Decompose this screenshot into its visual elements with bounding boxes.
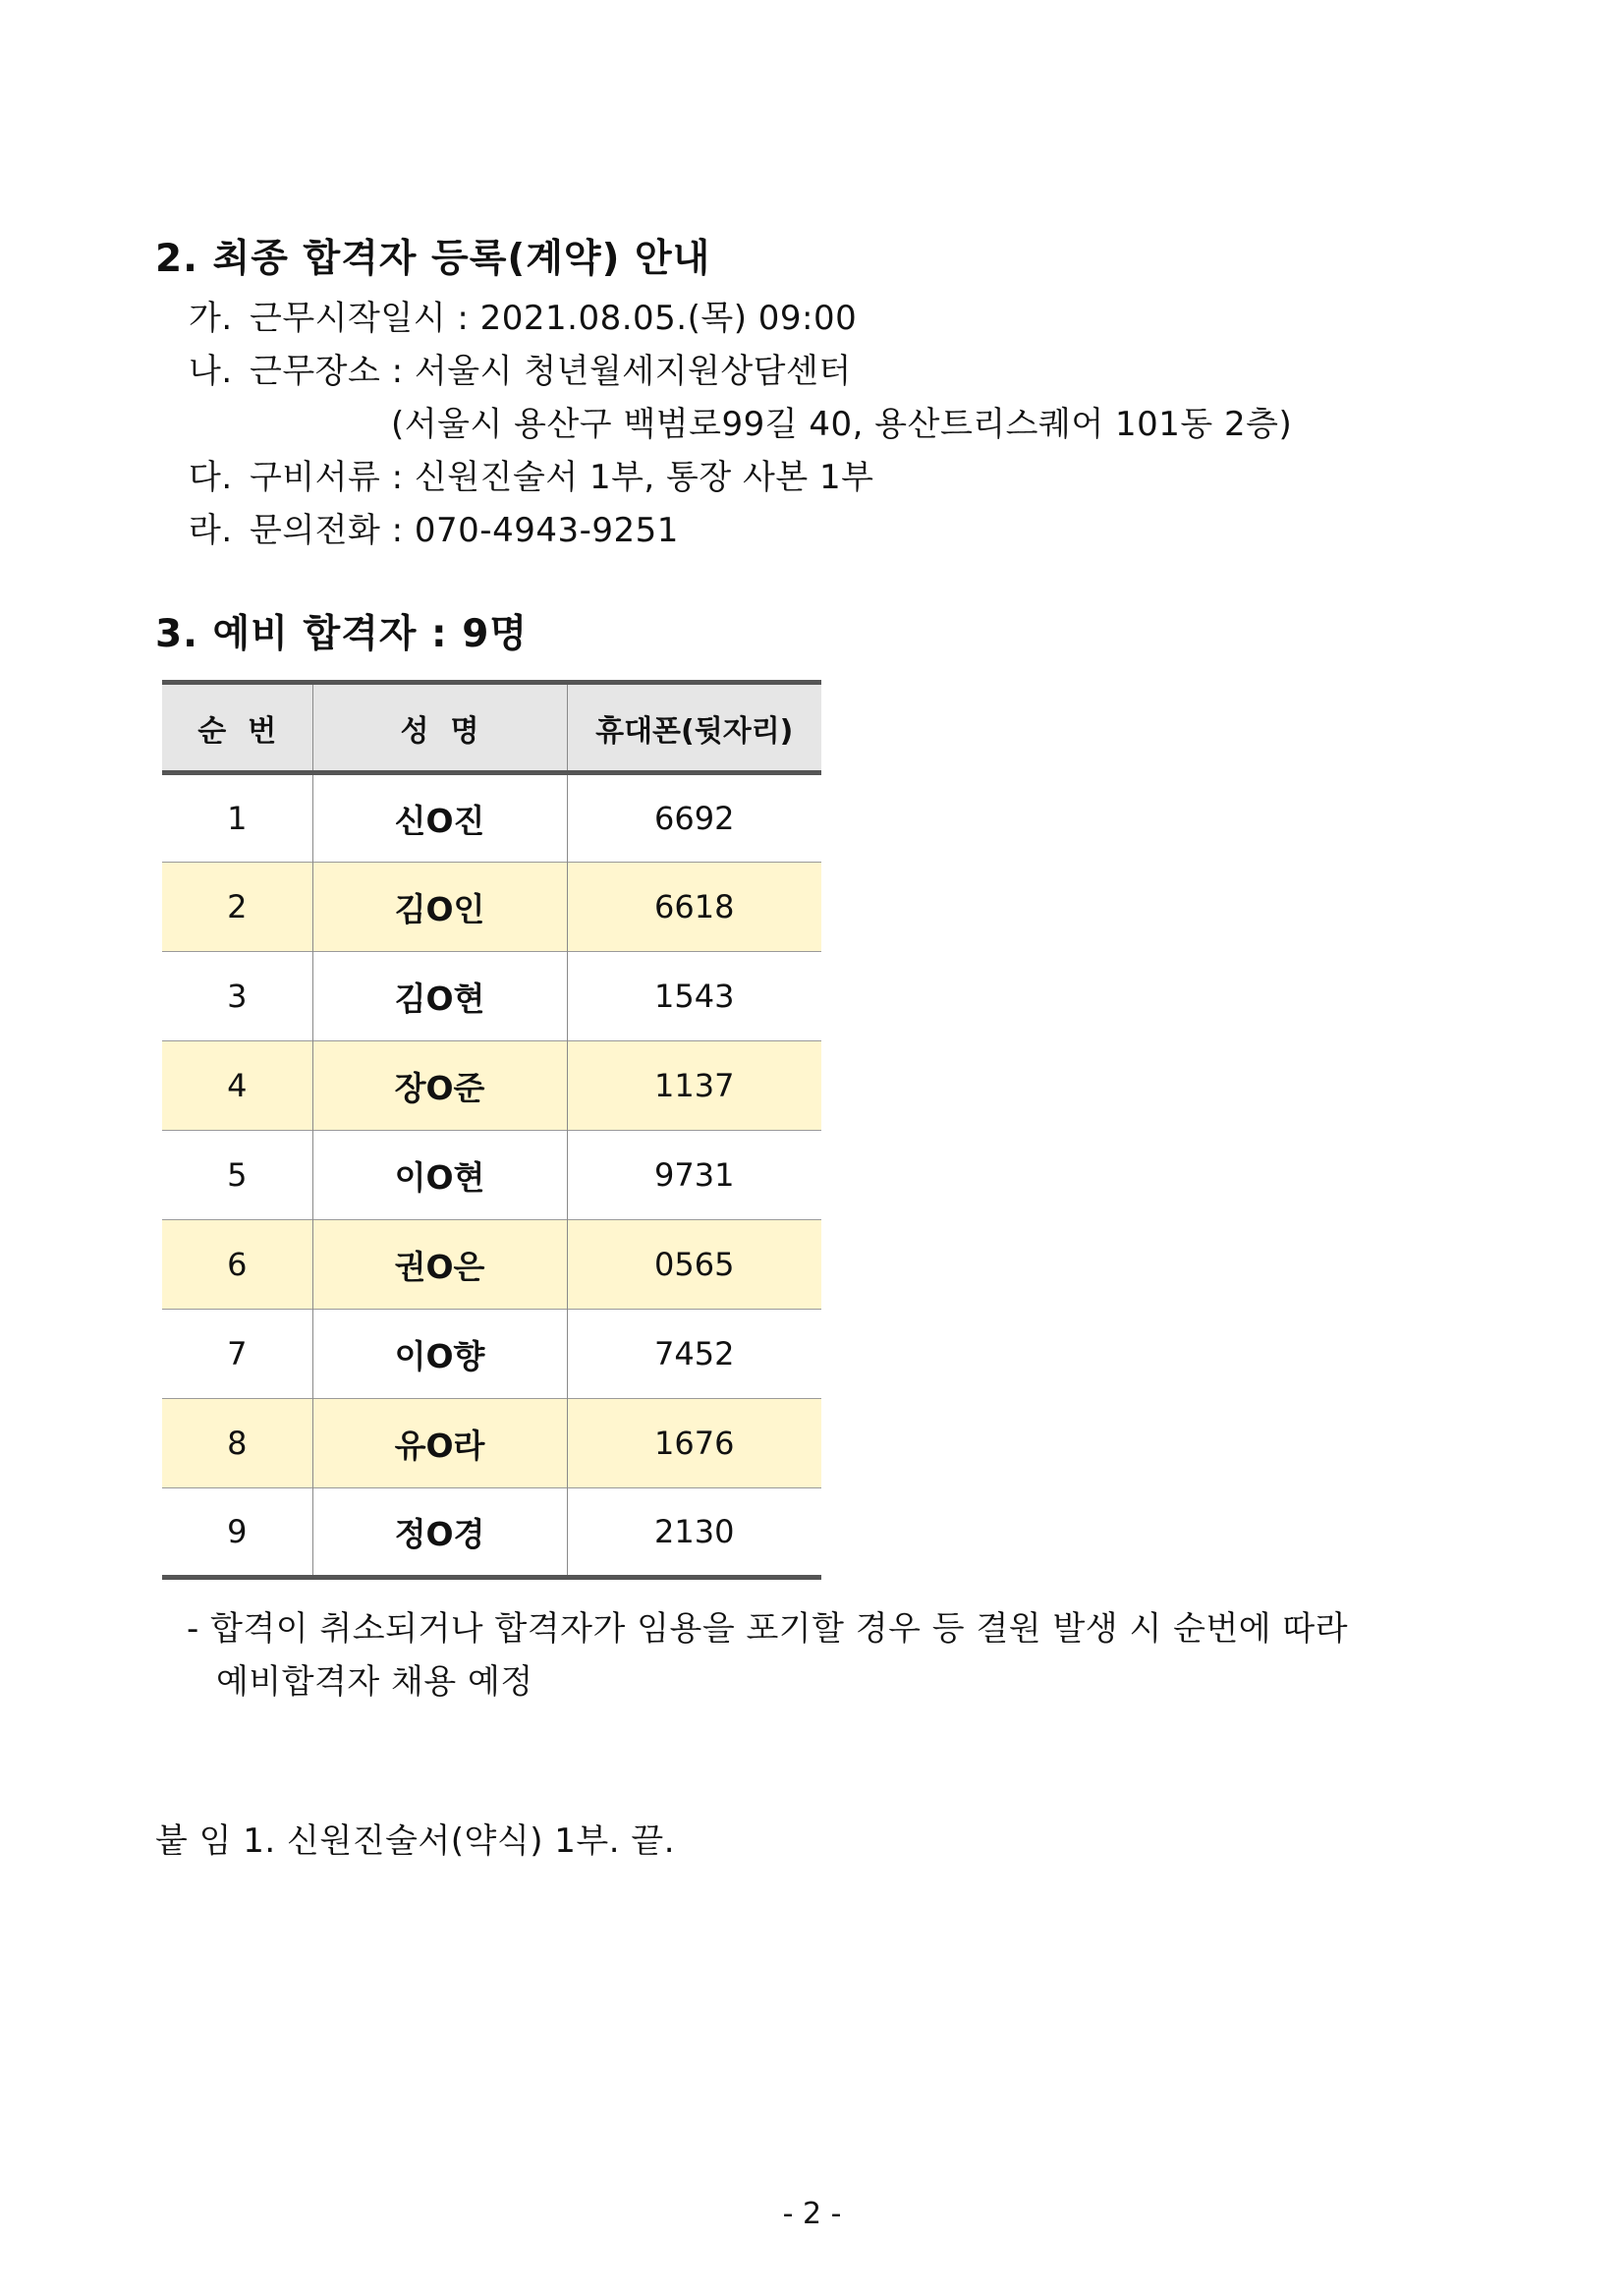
cell-name: 이O현 xyxy=(312,1131,567,1220)
cell-name: 권O은 xyxy=(312,1220,567,1310)
cell-number: 9 xyxy=(227,1513,248,1550)
section-3-heading: 3. 예비 합격자 : 9명 xyxy=(155,612,529,656)
table-row xyxy=(162,1131,821,1220)
cell-phone: 0565 xyxy=(567,1220,821,1310)
attachment-line: 붙 임 1. 신원진술서(약식) 1부. 끝. xyxy=(155,1821,676,1861)
item-text: 근무시작일시 : 2021.08.05.(목) 09:00 xyxy=(249,299,858,338)
section-2-heading: 2. 최종 합격자 등록(계약) 안내 xyxy=(155,237,711,281)
table-row xyxy=(162,1399,821,1488)
info-item-start-date xyxy=(189,291,857,339)
table-row xyxy=(162,952,821,1041)
cell-name: 장O준 xyxy=(312,1041,567,1131)
page-number: - 2 - xyxy=(782,2197,842,2231)
cell-name: 김O인 xyxy=(312,863,567,952)
reserve-candidates-table xyxy=(162,680,821,1580)
item-text: 근무장소 : 서울시 청년월세지원상담센터 xyxy=(249,352,852,391)
info-item-address: (서울시 용산구 백범로99길 40, 용산트리스퀘어 101동 2층) xyxy=(391,405,1293,444)
cell-phone: 2130 xyxy=(567,1488,821,1578)
info-item-documents xyxy=(189,450,874,498)
cell-number: 6 xyxy=(227,1246,248,1283)
table-row xyxy=(162,863,821,952)
cell-phone: 1543 xyxy=(567,952,821,1041)
item-label: 다. xyxy=(189,458,233,497)
column-header-phone: 휴대폰(뒷자리) xyxy=(567,683,821,773)
table-row xyxy=(162,1220,821,1310)
info-item-workplace xyxy=(189,344,852,392)
item-label: 가. xyxy=(189,299,233,338)
cell-number: 5 xyxy=(227,1156,248,1194)
item-label: 라. xyxy=(189,511,233,550)
table-row xyxy=(162,773,821,863)
cell-name: 정O경 xyxy=(312,1488,567,1578)
item-text: 구비서류 : 신원진술서 1부, 통장 사본 1부 xyxy=(249,458,874,497)
cell-name: 신O진 xyxy=(312,773,567,863)
cell-number: 4 xyxy=(227,1067,248,1104)
cell-name: 유O라 xyxy=(312,1399,567,1488)
column-header-number: 순번 xyxy=(197,713,299,749)
cell-number: 3 xyxy=(227,978,248,1015)
table-row xyxy=(162,1310,821,1399)
cell-phone: 1137 xyxy=(567,1041,821,1131)
cell-phone: 6618 xyxy=(567,863,821,952)
table-row xyxy=(162,1488,821,1578)
cell-number: 2 xyxy=(227,888,248,925)
cell-number: 8 xyxy=(227,1425,248,1462)
reserve-note-line-1: - 합격이 취소되거나 합격자가 임용을 포기할 경우 등 결원 발생 시 순번에 따라 xyxy=(187,1609,1349,1649)
item-label: 나. xyxy=(189,352,233,391)
cell-name: 이O향 xyxy=(312,1310,567,1399)
cell-phone: 7452 xyxy=(567,1310,821,1399)
table-row xyxy=(162,1041,821,1131)
column-header-name: 성명 xyxy=(312,683,567,773)
cell-name: 김O현 xyxy=(312,952,567,1041)
cell-phone: 9731 xyxy=(567,1131,821,1220)
cell-number: 7 xyxy=(227,1335,248,1372)
table-header-row xyxy=(162,683,821,773)
info-item-contact xyxy=(189,503,679,551)
cell-phone: 6692 xyxy=(567,773,821,863)
item-text: 문의전화 : 070-4943-9251 xyxy=(249,511,679,550)
cell-number: 1 xyxy=(227,800,248,837)
cell-phone: 1676 xyxy=(567,1399,821,1488)
reserve-note-line-2: 예비합격자 채용 예정 xyxy=(216,1662,533,1702)
